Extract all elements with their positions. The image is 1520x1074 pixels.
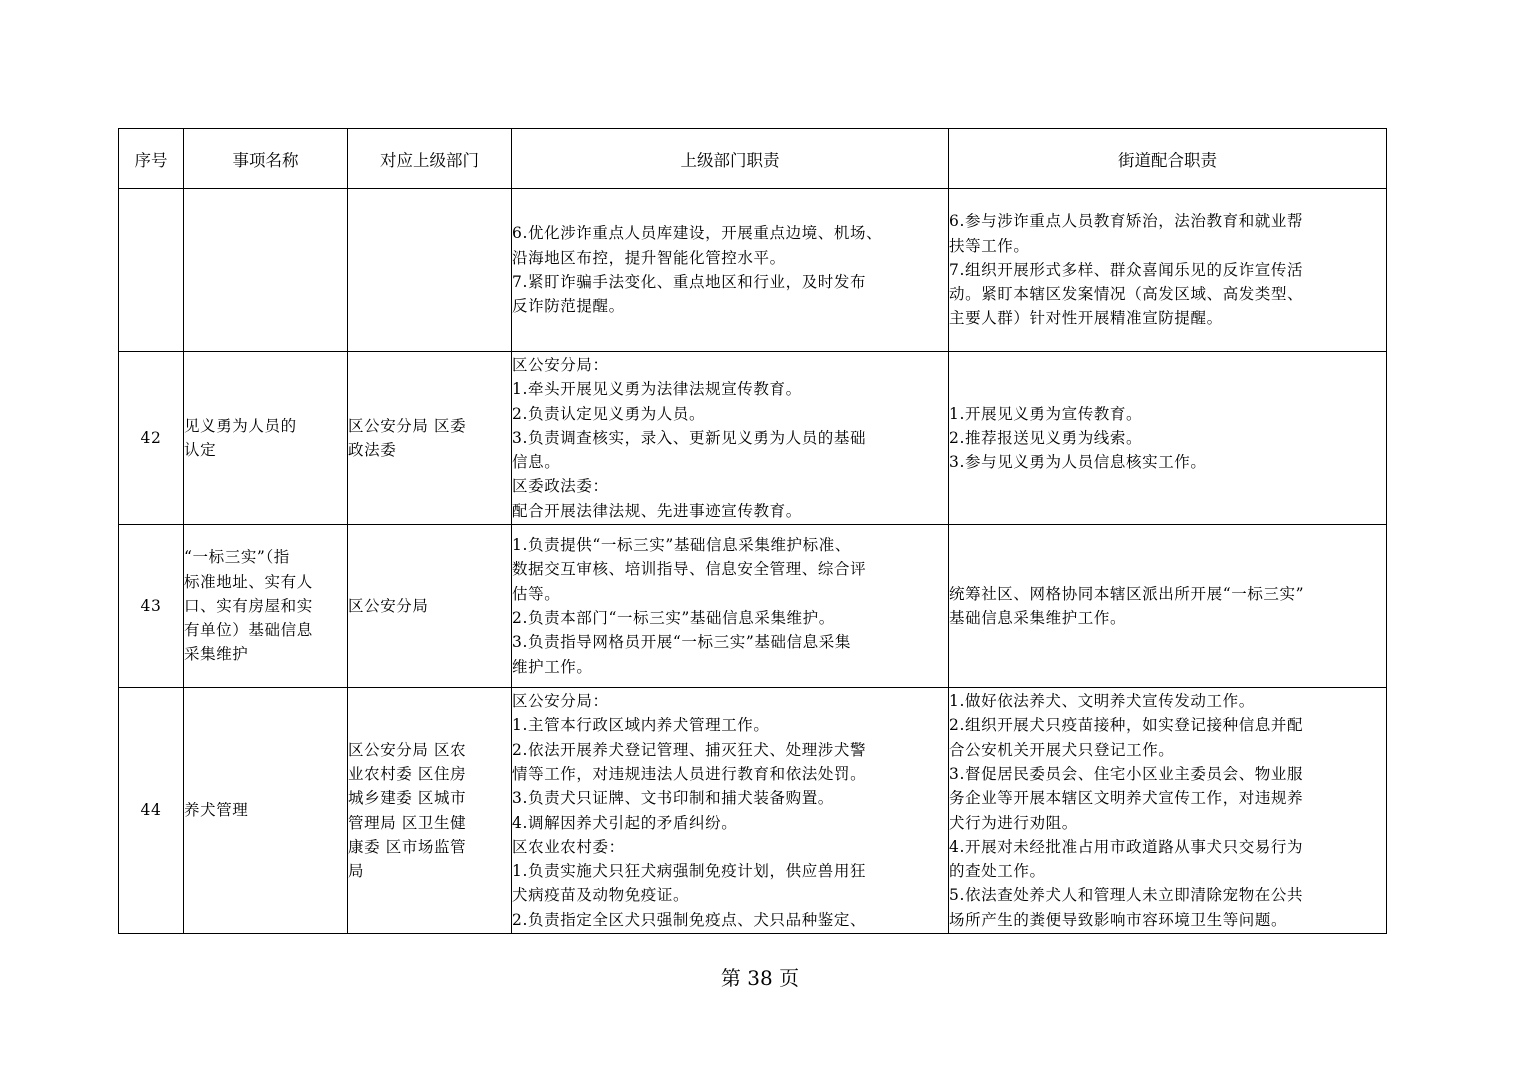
dept-line: 局 (348, 862, 365, 881)
street-duty-line: 2.推荐报送见义勇为线索。 (949, 428, 1143, 447)
street-duty-line: 5.依法查处养犬人和管理人未立即清除宠物在公共 (949, 886, 1304, 905)
name-line: 标准地址、实有人 (184, 572, 313, 591)
table-row (119, 189, 1387, 352)
name-line: 见义勇为人员的 (184, 416, 297, 435)
upper-duty-line: 区公安分局： (512, 355, 609, 374)
table-row (119, 352, 1387, 525)
cell-upper-duty (512, 189, 949, 352)
dept-line: 区公安分局 区农 (348, 740, 467, 759)
name-line: 口、实有房屋和实 (184, 596, 313, 615)
name-line: 认定 (184, 441, 217, 459)
upper-duty-line: 2.负责本部门“一标三实”基础信息采集维护。 (512, 609, 835, 627)
name-line: 有单位）基础信息 (184, 621, 313, 640)
cell-upper-duty (512, 525, 949, 688)
street-duty-line: 6.参与涉诈重点人员教育矫治，法治教育和就业帮 (949, 212, 1304, 231)
street-duty-line: 7.组织开展形式多样、群众喜闻乐见的反诈宣传活 (949, 260, 1304, 279)
cell-dept (348, 525, 512, 688)
cell-no: 44 (119, 688, 184, 934)
cell-no: 43 (119, 525, 184, 688)
upper-duty-line: 估等。 (512, 584, 561, 603)
street-duty-line: 基础信息采集维护工作。 (949, 609, 1127, 627)
name-line: “一标三实”（指 (184, 548, 290, 567)
upper-duty-line: 沿海地区布控，提升智能化管控水平。 (512, 248, 786, 267)
page-number: 第 38 页 (720, 966, 800, 990)
upper-duty-line: 1.负责实施犬只狂犬病强制免疫计划，供应兽用狂 (512, 862, 867, 881)
cell-street-duty (949, 525, 1387, 688)
upper-duty-line: 3.负责犬只证牌、文书印制和捕犬装备购置。 (512, 789, 834, 808)
street-duty-line: 3.参与见义勇为人员信息核实工作。 (949, 453, 1207, 472)
street-duty-line: 犬行为进行劝阻。 (949, 813, 1078, 832)
street-duty-line: 合公安机关开展犬只登记工作。 (949, 740, 1175, 759)
upper-duty-line: 7.紧盯诈骗手法变化、重点地区和行业，及时发布 (512, 273, 867, 291)
cell-street-duty (949, 352, 1387, 525)
street-duty-line: 1.做好依法养犬、文明养犬宣传发动工作。 (949, 692, 1255, 711)
dept-line: 区公安分局 区委 (348, 416, 467, 435)
upper-duty-line: 3.负责调查核实，录入、更新见义勇为人员的基础 (512, 428, 867, 447)
upper-duty-line: 6.优化涉诈重点人员库建设，开展重点边境、机场、 (512, 224, 883, 243)
header-no: 序号 (119, 129, 184, 189)
cell-dept (348, 352, 512, 525)
dept-line: 业农村委 区住房 (348, 764, 467, 783)
header-street-duty: 街道配合职责 (949, 129, 1387, 189)
header-dept: 对应上级部门 (348, 129, 512, 189)
street-duty-line: 场所产生的粪便导致影响市容环境卫生等问题。 (949, 910, 1288, 929)
upper-duty-line: 配合开展法律法规、先进事迹宣传教育。 (512, 501, 802, 520)
cell-upper-duty (512, 352, 949, 525)
upper-duty-line: 2.负责指定全区犬只强制免疫点、犬只品种鉴定、 (512, 910, 867, 929)
upper-duty-line: 情等工作，对违规违法人员进行教育和依法处罚。 (512, 764, 867, 783)
header-name: 事项名称 (184, 129, 348, 189)
upper-duty-line: 1.主管本行政区域内养犬管理工作。 (512, 716, 770, 735)
street-duty-line: 4.开展对未经批准占用市政道路从事犬只交易行为 (949, 837, 1304, 856)
upper-duty-line: 3.负责指导网格员开展“一标三实”基础信息采集 (512, 633, 851, 652)
upper-duty-line: 1.牵头开展见义勇为法律法规宣传教育。 (512, 380, 802, 399)
upper-duty-line: 4.调解因养犬引起的矛盾纠纷。 (512, 813, 738, 832)
street-duty-line: 的查处工作。 (949, 862, 1046, 881)
cell-no: 42 (119, 352, 184, 525)
cell-name (184, 189, 348, 352)
cell-street-duty (949, 688, 1387, 934)
upper-duty-line: 区公安分局： (512, 692, 609, 711)
street-duty-line: 1.开展见义勇为宣传教育。 (949, 404, 1143, 423)
cell-name (184, 525, 348, 688)
upper-duty-line: 1.负责提供“一标三实”基础信息采集维护标准、 (512, 536, 851, 555)
cell-dept (348, 688, 512, 934)
street-duty-line: 3.督促居民委员会、住宅小区业主委员会、物业服 (949, 764, 1304, 783)
dept-line: 康委 区市场监管 (348, 837, 467, 856)
street-duty-line: 务企业等开展本辖区文明养犬宣传工作，对违规养 (949, 789, 1304, 808)
duty-table (118, 128, 1387, 934)
street-duty-line: 动。紧盯本辖区发案情况（高发区域、高发类型、 (949, 285, 1304, 304)
dept-line: 城乡建委 区城市 (348, 789, 467, 808)
upper-duty-line: 犬病疫苗及动物免疫证。 (512, 886, 690, 905)
table-row (119, 525, 1387, 688)
name-line: 采集维护 (184, 645, 249, 664)
name-line: 养犬管理 (184, 801, 249, 820)
upper-duty-line: 维护工作。 (512, 657, 593, 676)
cell-name (184, 688, 348, 934)
dept-line: 政法委 (348, 441, 397, 459)
dept-line: 区公安分局 (348, 596, 429, 615)
upper-duty-line: 区农业农村委： (512, 837, 625, 856)
cell-dept (348, 189, 512, 352)
cell-name (184, 352, 348, 525)
upper-duty-line: 2.负责认定见义勇为人员。 (512, 404, 706, 423)
cell-upper-duty (512, 688, 949, 934)
cell-street-duty (949, 189, 1387, 352)
header-upper-duty: 上级部门职责 (512, 129, 949, 189)
street-duty-line: 扶等工作。 (949, 236, 1030, 255)
street-duty-line: 主要人群）针对性开展精准宣防提醒。 (949, 309, 1223, 328)
street-duty-line: 2.组织开展犬只疫苗接种，如实登记接种信息并配 (949, 716, 1304, 735)
table-row (119, 688, 1387, 934)
street-duty-line: 统筹社区、网格协同本辖区派出所开展“一标三实” (949, 584, 1305, 603)
upper-duty-line: 数据交互审核、培训指导、信息安全管理、综合评 (512, 560, 867, 579)
header-row (119, 129, 1387, 189)
upper-duty-line: 反诈防范提醒。 (512, 297, 625, 316)
dept-line: 管理局 区卫生健 (348, 813, 467, 832)
upper-duty-line: 区委政法委： (512, 477, 609, 496)
upper-duty-line: 2.依法开展养犬登记管理、捕灭狂犬、处理涉犬警 (512, 740, 867, 759)
cell-no (119, 189, 184, 352)
upper-duty-line: 信息。 (512, 453, 561, 472)
